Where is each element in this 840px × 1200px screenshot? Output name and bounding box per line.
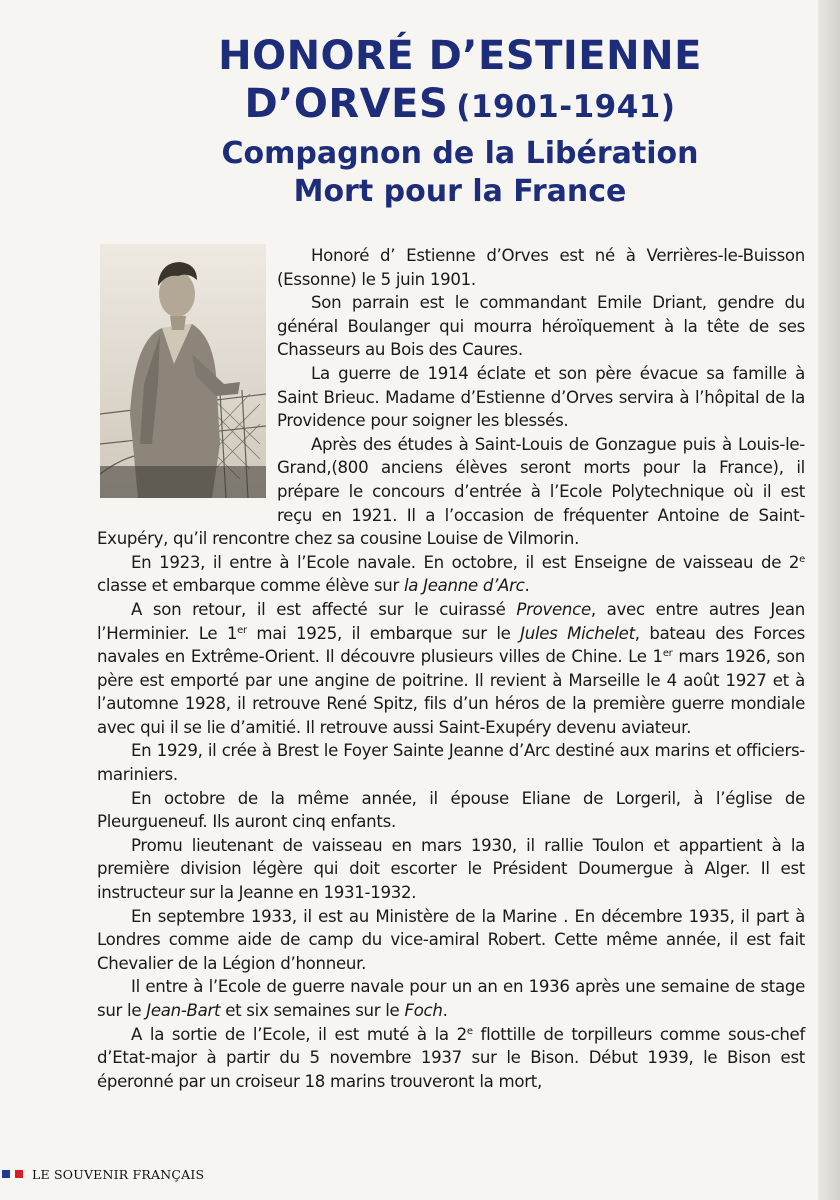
paragraph-10: En septembre 1933, il est au Ministère de la Marine . En décembre 1935, il part à Londres comme aide de camp du vice-amiral Robert. Cette même année, il est fait Chevalier de la Légion d’honneur. — [97, 906, 805, 973]
paragraph-6-text-b: , avec entre autres Jean l’Herminier. Le 1 — [97, 599, 806, 643]
flag-blue-square — [2, 1170, 10, 1178]
footer-publication-name: LE SOUVENIR FRANÇAIS — [32, 1166, 205, 1182]
paragraph-2: Son parrain est le commandant Emile Driant, gendre du général Boulanger qui mourra héroïquement à la tête de ses Chasseurs au Bois des Caures. — [277, 293, 805, 360]
paragraph-8: En octobre de la même année, il épouse Eliane de Lorgeril, à l’église de Pleurgueneuf. Ils auront cinq enfants. — [97, 788, 805, 832]
photo-spacer — [97, 244, 277, 504]
paragraph-12 — [97, 1023, 805, 1094]
paragraph-3: La guerre de 1914 éclate et son père évacue sa famille à Saint Brieuc. Madame d’Estienne d’Orves servira à l’hôpital de la Providence pour soigner les blessés. — [277, 363, 805, 431]
french-flag-icon — [2, 1170, 28, 1178]
paragraph-11 — [97, 975, 805, 1022]
paragraph-6-text-e: mars 1926, son père est emporté par une angine de poitrine. Il revient à Marseille le 4 août 1927 et à l’automne 1928, il retrouve René Spitz, fils d’un héros de la première guerre mondiale avec qui il se lie d’amitié. Il retrouve aussi Saint-Exupéry devenu aviateur. — [97, 647, 805, 737]
flag-red-square — [15, 1170, 23, 1178]
article-body — [97, 244, 805, 1093]
ship-name-provence: Provence — [516, 599, 591, 619]
subtitle-line-2: Mort pour la France — [293, 174, 627, 209]
paragraph-5-text-b: classe et embarque comme élève sur — [97, 576, 404, 596]
paragraph-12-text-b: flottille de torpilleurs comme sous-chef d’Etat-major à partir du 5 novembre 1937 sur le Bison. Début 1939, le Bison est éperonné par un croiseur 18 marins trouveront la mort, — [97, 1024, 805, 1091]
paragraph-11-text-a: Il entre à l’Ecole de guerre navale pour un an en 1936 après une semaine de stage sur le — [97, 977, 805, 1020]
title-line-1: HONORÉ D’ESTIENNE — [218, 33, 702, 79]
subtitle-line-1: Compagnon de la Libération — [221, 136, 699, 171]
page-footer — [0, 1164, 204, 1184]
paragraph-11-text-b: et six semaines sur le — [220, 1001, 405, 1020]
paragraph-6 — [97, 598, 805, 740]
paragraph-5-text-a: En 1923, il entre à l’Ecole navale. En octobre, il est Enseigne de vaisseau de 2 — [131, 552, 800, 572]
ship-name-foch: Foch — [404, 1001, 443, 1020]
paragraph-6-text-a: A son retour, il est affecté sur le cuirassé — [131, 599, 517, 619]
paragraph-6-text-d: , bateau des Forces navales en Extrême-Orient. Il découvre plusieurs villes de Chine. Le 1 — [97, 623, 805, 667]
title-line-2 — [160, 80, 760, 131]
paragraph-11-text-c: . — [442, 1001, 448, 1020]
paragraph-12-sup: e — [466, 1025, 473, 1037]
ship-name-jules-michelet: Jules Michelet — [520, 623, 635, 643]
title-years: (1901-1941) — [456, 89, 676, 125]
ship-name-jeanne: la Jeanne d’Arc — [404, 576, 525, 596]
article-title — [160, 32, 760, 211]
paragraph-12-text-a: A la sortie de l’Ecole, il est muté à la 2 — [131, 1024, 467, 1044]
paragraph-5 — [97, 551, 805, 598]
paragraph-1: Honoré d’ Estienne d’Orves est né à Verrières-le-Buisson (Essonne) le 5 juin 1901. — [277, 246, 805, 289]
paragraph-5-sup: e — [799, 553, 805, 565]
paragraph-6-text-c: mai 1925, il embarque sur le — [246, 623, 521, 643]
paragraph-5-text-c: . — [524, 576, 530, 596]
paragraph-6-sup-1: er — [237, 624, 247, 636]
page-edge-shadow — [818, 0, 840, 1200]
paragraph-4: Après des études à Saint-Louis de Gonzague puis à Louis-le-Grand,(800 anciens élèves seront morts pour la France), il prépare le concours d’entrée à l’Ecole Polytechnique où il est reçu en 1921. Il a l’occasion de fréquenter Antoine de Saint-Exupéry, qu’il rencontre chez sa cousine Louise de Vilmorin. — [97, 434, 805, 549]
title-name: D’ORVES — [244, 81, 449, 127]
paragraph-9: Promu lieutenant de vaisseau en mars 1930, il rallie Toulon et appartient à la première division légère qui doit escorter le Président Doumergue à Alger. Il est instructeur sur la Jeanne en 1931-1932. — [97, 835, 805, 903]
paragraph-6-sup-2: er — [662, 648, 673, 660]
ship-name-jean-bart: Jean-Bart — [146, 1001, 221, 1020]
paragraph-7: En 1929, il crée à Brest le Foyer Sainte Jeanne d’Arc destiné aux marins et officiers-mariniers. — [97, 741, 805, 785]
